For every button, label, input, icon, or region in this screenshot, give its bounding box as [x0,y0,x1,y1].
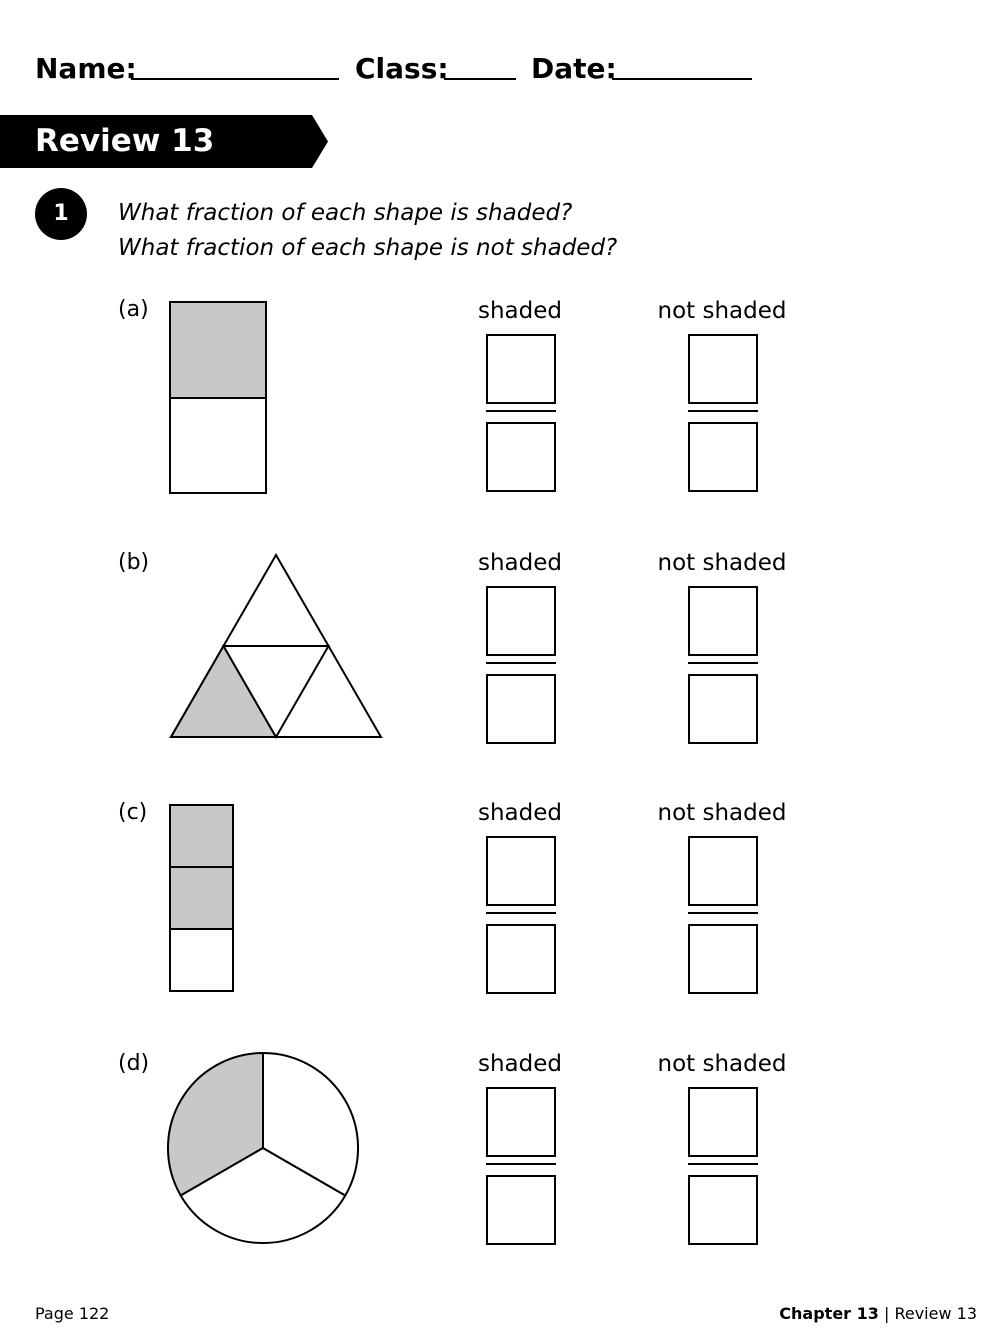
fraction-bar [486,662,556,664]
shaded-label-b: shaded [477,550,562,576]
answer-c-not-shaded-denominator[interactable] [688,924,758,994]
shape-d-circle [166,1051,360,1245]
name-field[interactable] [131,78,339,80]
name-label: Name: [35,52,137,85]
question-line-2: What fraction of each shape is not shaded? [118,235,618,261]
footer-chapter: Chapter 13 [779,1304,879,1323]
answer-a-not-shaded-denominator[interactable] [688,422,758,492]
page-number: Page 122 [35,1304,110,1323]
shaded-label-d: shaded [477,1051,562,1077]
footer-chapter-info [779,1303,977,1325]
footer-section: Review 13 [894,1304,977,1323]
fraction-bar [688,410,758,412]
answer-a-shaded-denominator[interactable] [486,422,556,492]
shape-a-square [169,301,269,495]
answer-c-not-shaded-numerator[interactable] [688,836,758,906]
question-line-1: What fraction of each shape is shaded? [118,200,573,226]
not-shaded-label-a: not shaded [657,298,787,324]
class-field[interactable] [444,78,516,80]
answer-a-not-shaded-numerator[interactable] [688,334,758,404]
answer-c-shaded-denominator[interactable] [486,924,556,994]
answer-d-not-shaded-denominator[interactable] [688,1175,758,1245]
part-label-d: (d) [118,1051,150,1076]
answer-d-shaded-denominator[interactable] [486,1175,556,1245]
not-shaded-label-b: not shaded [657,550,787,576]
answer-c-shaded-numerator[interactable] [486,836,556,906]
shaded-label-c: shaded [477,800,562,826]
not-shaded-label-c: not shaded [657,800,787,826]
fraction-bar [486,912,556,914]
date-field[interactable] [612,78,752,80]
fraction-bar [688,912,758,914]
part-label-b: (b) [118,550,150,575]
footer-separator: | [883,1304,890,1323]
answer-d-shaded-numerator[interactable] [486,1087,556,1157]
answer-a-shaded-numerator[interactable] [486,334,556,404]
shaded-label-a: shaded [477,298,562,324]
date-label: Date: [531,52,617,85]
page-title: Review 13 [35,123,215,159]
fraction-bar [688,662,758,664]
part-label-c: (c) [118,800,148,825]
part-label-a: (a) [118,297,149,322]
answer-b-shaded-denominator[interactable] [486,674,556,744]
class-label: Class: [355,52,449,85]
fraction-bar [486,410,556,412]
not-shaded-label-d: not shaded [657,1051,787,1077]
fraction-bar [486,1163,556,1165]
question-number-badge: 1 [35,188,87,240]
answer-b-not-shaded-denominator[interactable] [688,674,758,744]
answer-b-shaded-numerator[interactable] [486,586,556,656]
shape-b-triangle [168,553,384,741]
answer-d-not-shaded-numerator[interactable] [688,1087,758,1157]
fraction-bar [688,1163,758,1165]
answer-b-not-shaded-numerator[interactable] [688,586,758,656]
shape-c-rectangle [169,804,236,994]
